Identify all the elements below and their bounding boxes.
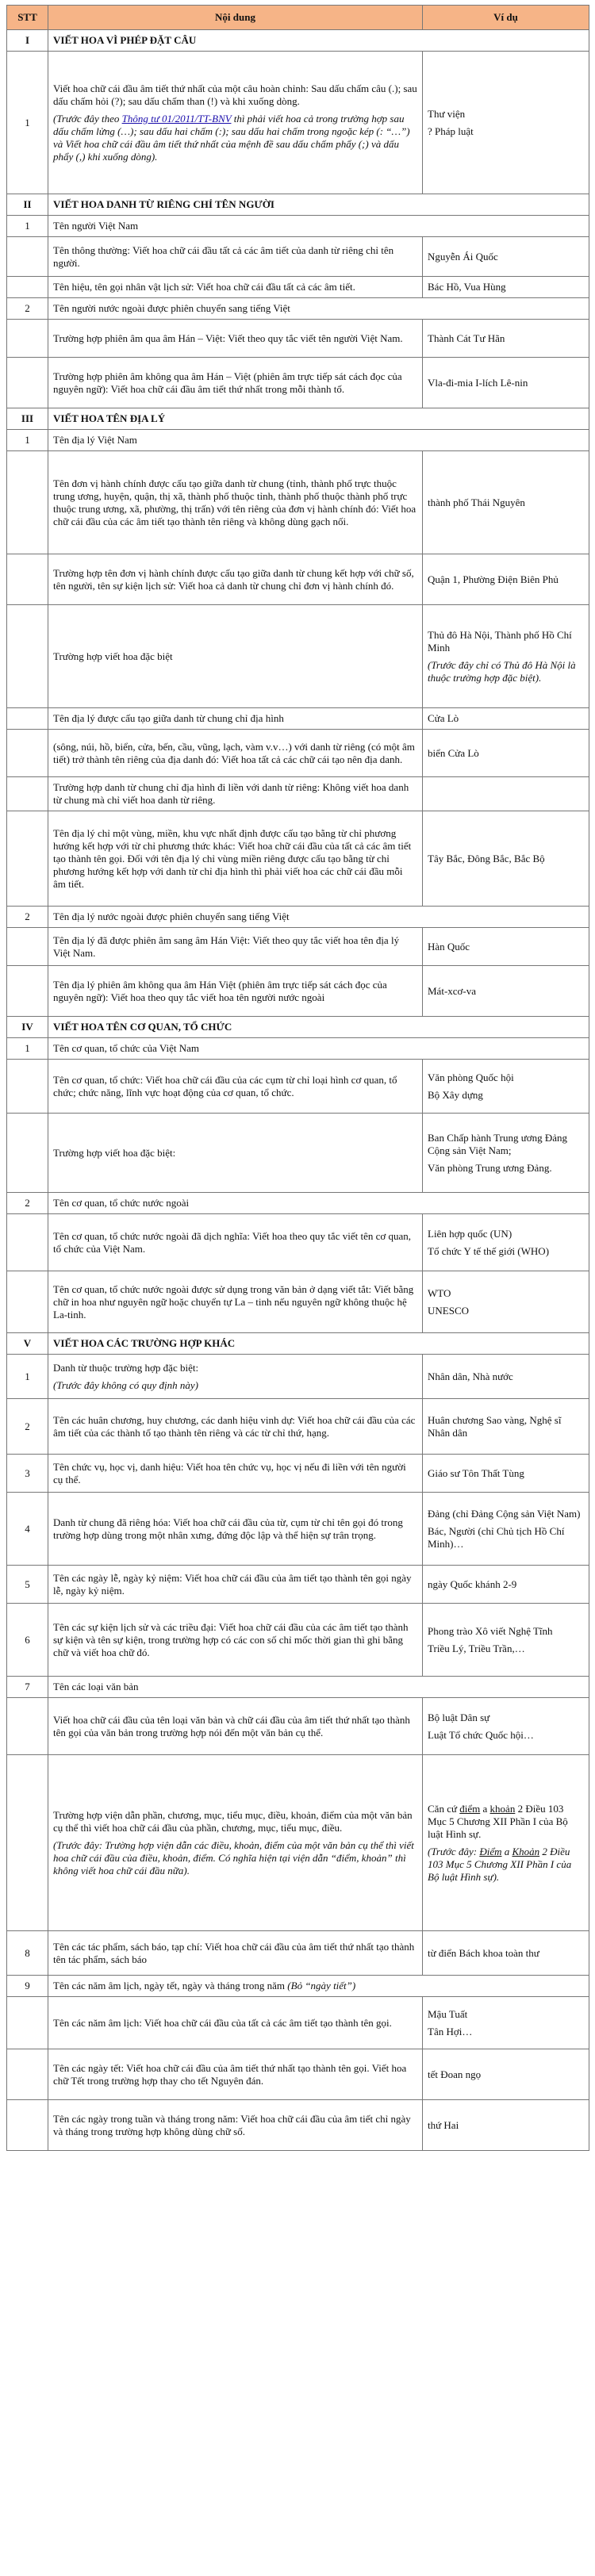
rule-text: Danh từ chung đã riêng hóa: Viết hoa chữ cái đầu của từ, cụm từ chỉ tên gọi đó trong trường hợp dùng trong một nhân xưng, đứng độc lập và thể hiện sự trân trọng. — [48, 1493, 423, 1566]
example-cell: Căn cứ điểm a khoản 2 Điều 103 Mục 5 Chương XII Phần I của Bộ luật Hình sự. (Trước đây: Điểm a Khoản 2 Điều 103 Mục 5 Chương XII Phần I của Bộ luật Hình sự). — [423, 1755, 589, 1931]
table-row: 6 Tên các sự kiện lịch sử và các triều đại: Viết hoa chữ cái đầu của các âm tiết tạo thành sự kiện và tên sự kiện, trong trường hợp có các con số chỉ mốc thời gian thì ghi bằng chữ và viết hoa chữ đó. Phong trào Xô viết Nghệ Tĩnh Triều Lý, Triều Trần,… — [7, 1604, 589, 1677]
example-cell: Thủ đô Hà Nội, Thành phố Hồ Chí Minh (Trước đây chỉ có Thủ đô Hà Nội là thuộc trường hợp đặc biệt). — [423, 605, 589, 708]
section-row — [7, 30, 589, 52]
rule-text: Tên địa lý chỉ một vùng, miền, khu vực nhất định được cấu tạo bằng từ chỉ phương hướng kết hợp với từ chỉ phương thức khác: Viết hoa chữ cái đầu của tất cả các âm tiết tạo thành tên gọi. Đối với tên địa lý chỉ vùng miền riêng được cấu tạo bằng từ chỉ phương hướng kết hợp với danh từ chỉ địa hình thì phải viết hoa các chữ cái đầu mỗi âm tiết. — [48, 811, 423, 907]
table-row: 1 Tên cơ quan, tổ chức của Việt Nam — [7, 1038, 589, 1060]
rule-text: Trường hợp phiên âm qua âm Hán – Việt: Viết theo quy tắc viết tên người Việt Nam. — [48, 320, 423, 358]
section-number: IV — [7, 1017, 48, 1038]
table-row — [7, 52, 589, 194]
table-row — [7, 730, 589, 777]
rule-text: Viết hoa chữ cái đầu của tên loại văn bản và chữ cái đầu của âm tiết thứ nhất tạo thành tên gọi của văn bản trong trường hợp nói đến một văn bản cụ thể. — [48, 1698, 423, 1755]
rule-text: Tên chức vụ, học vị, danh hiệu: Viết hoa tên chức vụ, học vị nếu đi liền với tên người cụ thể. — [48, 1455, 423, 1493]
section-row — [7, 194, 589, 216]
table-row — [7, 2100, 589, 2151]
table-row — [7, 811, 589, 907]
example-cell: tết Đoan ngọ — [423, 2049, 589, 2100]
example-cell: Phong trào Xô viết Nghệ Tĩnh Triều Lý, Triều Trần,… — [423, 1604, 589, 1677]
section-number: II — [7, 194, 48, 216]
example-cell: từ điển Bách khoa toàn thư — [423, 1931, 589, 1976]
example-cell — [423, 777, 589, 811]
example-cell: Bác Hồ, Vua Hùng — [423, 277, 589, 298]
table-row — [7, 777, 589, 811]
table-row: 2 Tên các huân chương, huy chương, các danh hiệu vinh dự: Viết hoa chữ cái đầu của các âm tiết của các thành tố tạo thành tên riêng và các từ chỉ thứ, hạng. Huân chương Sao vàng, Nghệ sĩ Nhân dân — [7, 1399, 589, 1455]
table-row: 2 Tên người nước ngoài được phiên chuyển sang tiếng Việt — [7, 298, 589, 320]
header-stt: STT — [7, 6, 48, 30]
rule-text: Trường hợp viện dẫn phần, chương, mục, tiểu mục, điều, khoản, điểm của một văn bản cụ thể thì viết hoa chữ cái đầu của phần, chương, mục, tiểu mục, điều. (Trước đây: Trường hợp viện dẫn các điều, khoản, điểm của một văn bản cụ thể thì viết hoa chữ cái đầu của điều, khoản, điểm. Có nghĩa hiện tại viện dẫn “điểm, khoản” thì không viết hoa chữ cái đầu nữa). — [48, 1755, 423, 1931]
table-row: 1 Danh từ thuộc trường hợp đặc biệt: (Trước đây không có quy định này) Nhân dân, Nhà nước — [7, 1355, 589, 1399]
table-row — [7, 320, 589, 358]
example-cell: Liên hợp quốc (UN) Tổ chức Y tế thế giới (WHO) — [423, 1214, 589, 1271]
example-cell: Huân chương Sao vàng, Nghệ sĩ Nhân dân — [423, 1399, 589, 1455]
table-row: 9 Tên các năm âm lịch, ngày tết, ngày và tháng trong năm (Bỏ “ngày tiết”) — [7, 1976, 589, 1997]
table-row — [7, 1997, 589, 2049]
rule-text: Tên địa lý đã được phiên âm sang âm Hán Việt: Viết theo quy tắc viết hoa tên địa lý Việt Nam. — [48, 928, 423, 966]
rule-text: Tên cơ quan, tổ chức: Viết hoa chữ cái đầu của các cụm từ chỉ loại hình cơ quan, tổ chức; chức năng, lĩnh vực hoạt động của cơ quan, tổ chức. — [48, 1060, 423, 1114]
table-row — [7, 554, 589, 605]
table-row: 2 Tên cơ quan, tổ chức nước ngoài — [7, 1193, 589, 1214]
table-row — [7, 1114, 589, 1193]
rule-note: (Trước đây theo Thông tư 01/2011/TT-BNV thì phải viết hoa cả trong trường hợp sau dấu chấm lửng (…); sau dấu hai chấm (:); sau dấu hai chấm trong ngoặc kép (: “…”) và Viết hoa chữ cái đầu âm tiết thứ nhất của mệnh đề sau dấu chấm phẩy (;) và dấu phẩy (,) khi xuống dòng). — [53, 112, 410, 163]
rule-text: Tên các huân chương, huy chương, các danh hiệu vinh dự: Viết hoa chữ cái đầu của các âm tiết của các thành tố tạo thành tên riêng và các từ chỉ thứ, hạng. — [48, 1399, 423, 1455]
table-row — [7, 966, 589, 1017]
table-row — [7, 708, 589, 730]
rule-text: Tên cơ quan, tổ chức nước ngoài đã dịch nghĩa: Viết hoa theo quy tắc viết tên cơ quan, tổ chức của Việt Nam. — [48, 1214, 423, 1271]
row-number: 1 — [7, 52, 48, 194]
table-row: 1 Tên địa lý Việt Nam — [7, 430, 589, 451]
example-cell: Quận 1, Phường Điện Biên Phủ — [423, 554, 589, 605]
example-cell: thứ Hai — [423, 2100, 589, 2151]
example-cell: thành phố Thái Nguyên — [423, 451, 589, 554]
table-row — [7, 358, 589, 408]
section-title: VIẾT HOA CÁC TRƯỜNG HỢP KHÁC — [48, 1333, 589, 1355]
table-row: 5 Tên các ngày lễ, ngày kỷ niệm: Viết hoa chữ cái đầu của âm tiết tạo thành tên gọi ngày lễ, ngày kỷ niệm. ngày Quốc khánh 2-9 — [7, 1566, 589, 1604]
rule-text: Tên các sự kiện lịch sử và các triều đại: Viết hoa chữ cái đầu của các âm tiết tạo thành sự kiện và tên sự kiện, trong trường hợp có các con số chỉ mốc thời gian thì ghi bằng chữ và viết hoa chữ đó. — [48, 1604, 423, 1677]
rule-text: Tên địa lý phiên âm không qua âm Hán Việt (phiên âm trực tiếp sát cách đọc của nguyên ngữ): Viết hoa theo quy tắc viết hoa tên người nước ngoài — [48, 966, 423, 1017]
table-row — [7, 277, 589, 298]
table-row — [7, 237, 589, 277]
section-number: V — [7, 1333, 48, 1355]
section-title: VIẾT HOA TÊN CƠ QUAN, TỔ CHỨC — [48, 1017, 589, 1038]
table-row: 4 Danh từ chung đã riêng hóa: Viết hoa chữ cái đầu của từ, cụm từ chỉ tên gọi đó trong trường hợp dùng trong một nhân xưng, đứng độc lập và thể hiện sự trân trọng. Đảng (chỉ Đảng Cộng sản Việt Nam) Bác, Người (chỉ Chủ tịch Hồ Chí Minh)… — [7, 1493, 589, 1566]
example-cell: Cửa Lò — [423, 708, 589, 730]
example-cell: Bộ luật Dân sự Luật Tổ chức Quốc hội… — [423, 1698, 589, 1755]
table-header-row — [7, 6, 589, 30]
example-cell: Giáo sư Tôn Thất Tùng — [423, 1455, 589, 1493]
example-cell: Đảng (chỉ Đảng Cộng sản Việt Nam) Bác, Người (chỉ Chủ tịch Hồ Chí Minh)… — [423, 1493, 589, 1566]
example-cell: Nhân dân, Nhà nước — [423, 1355, 589, 1399]
section-title: VIẾT HOA DANH TỪ RIÊNG CHỈ TÊN NGƯỜI — [48, 194, 589, 216]
section-number: III — [7, 408, 48, 430]
rule-text: Tên cơ quan, tổ chức nước ngoài được sử dụng trong văn bản ở dạng viết tắt: Viết bằng chữ in hoa như nguyên ngữ hoặc chuyển tự La – tinh nếu nguyên ngữ không thuộc hệ La-tinh. — [48, 1271, 423, 1333]
example-cell: Văn phòng Quốc hội Bộ Xây dựng — [423, 1060, 589, 1114]
example-cell: Mát-xcơ-va — [423, 966, 589, 1017]
rule-text: Tên các tác phẩm, sách báo, tạp chí: Viết hoa chữ cái đầu của âm tiết thứ nhất tạo thành tên tác phẩm, sách báo — [48, 1931, 423, 1976]
table-row — [7, 1271, 589, 1333]
example-cell: Tây Bắc, Đông Bắc, Bắc Bộ — [423, 811, 589, 907]
rule-text: Danh từ thuộc trường hợp đặc biệt: (Trước đây không có quy định này) — [48, 1355, 423, 1399]
capitalization-rules-table — [6, 5, 589, 2151]
example-cell: Hàn Quốc — [423, 928, 589, 966]
rule-text: Tên thông thường: Viết hoa chữ cái đầu tất cả các âm tiết của danh từ riêng chỉ tên người. — [48, 237, 423, 277]
table-row: 2 Tên địa lý nước ngoài được phiên chuyển sang tiếng Việt — [7, 907, 589, 928]
section-title: VIẾT HOA TÊN ĐỊA LÝ — [48, 408, 589, 430]
rule-text: Tên các ngày trong tuần và tháng trong năm: Viết hoa chữ cái đầu của âm tiết chỉ ngày và tháng trong trường hợp không dùng chữ số. — [48, 2100, 423, 2151]
example-cell: Nguyễn Ái Quốc — [423, 237, 589, 277]
rule-text: Tên các năm âm lịch: Viết hoa chữ cái đầu của tất cả các âm tiết tạo thành tên gọi. — [48, 1997, 423, 2049]
section-row — [7, 1333, 589, 1355]
example-cell: WTO UNESCO — [423, 1271, 589, 1333]
section-title: VIẾT HOA VÌ PHÉP ĐẶT CÂU — [48, 30, 589, 52]
rule-text: (sông, núi, hồ, biển, cửa, bến, cầu, vũng, lạch, vàm v.v…) với danh từ riêng (có một âm tiết) trở thành tên riêng của địa danh đó: Viết hoa tất cả các chữ cái tạo nên địa danh. — [48, 730, 423, 777]
example-cell: Ban Chấp hành Trung ương Đảng Cộng sản Việt Nam; Văn phòng Trung ương Đảng. — [423, 1114, 589, 1193]
example-cell: Thành Cát Tư Hãn — [423, 320, 589, 358]
rule-text: Tên hiệu, tên gọi nhân vật lịch sử: Viết hoa chữ cái đầu tất cả các âm tiết. — [48, 277, 423, 298]
rule-text: Trường hợp viết hoa đặc biệt — [48, 605, 423, 708]
circular-link[interactable]: Thông tư 01/2011/TT-BNV — [121, 112, 232, 125]
rule-text: Tên các ngày tết: Viết hoa chữ cái đầu của âm tiết thứ nhất tạo thành tên gọi. Viết hoa chữ Tết trong trường hợp thay cho tết Nguyên đán. — [48, 2049, 423, 2100]
example-cell: Thư viện ? Pháp luật — [423, 52, 589, 194]
table-row — [7, 1214, 589, 1271]
header-content: Nội dung — [48, 6, 423, 30]
rule-text: Trường hợp phiên âm không qua âm Hán – Việt (phiên âm trực tiếp sát cách đọc của nguyên ngữ): Viết hoa chữ cái đầu âm tiết thứ nhất trong mỗi thành tố. — [48, 358, 423, 408]
table-row: 1 Tên người Việt Nam — [7, 216, 589, 237]
table-row — [7, 928, 589, 966]
rule-text: Viết hoa chữ cái đầu âm tiết thứ nhất của một câu hoàn chỉnh: Sau dấu chấm câu (.); sau dấu chấm hỏi (?); sau dấu chấm than (!) và khi xuống dòng. (Trước đây theo Thông tư 01/2011/TT-BNV thì phải viết hoa cả trong trường hợp sau dấu chấm lửng (…); sau dấu hai chấm (:); sau dấu hai chấm trong ngoặc kép (: “…”) và Viết hoa chữ cái đầu âm tiết thứ nhất của mệnh đề sau dấu chấm phẩy (;) và dấu phẩy (,) khi xuống dòng). — [48, 52, 423, 194]
table-row — [7, 2049, 589, 2100]
table-row — [7, 605, 589, 708]
table-row: 3 Tên chức vụ, học vị, danh hiệu: Viết hoa tên chức vụ, học vị nếu đi liền với tên người cụ thể. Giáo sư Tôn Thất Tùng — [7, 1455, 589, 1493]
example-cell: ngày Quốc khánh 2-9 — [423, 1566, 589, 1604]
section-row — [7, 1017, 589, 1038]
table-row: 7 Tên các loại văn bản — [7, 1677, 589, 1698]
table-row — [7, 1060, 589, 1114]
table-row: 8 Tên các tác phẩm, sách báo, tạp chí: Viết hoa chữ cái đầu của âm tiết thứ nhất tạo thành tên tác phẩm, sách báo từ điển Bách khoa toàn thư — [7, 1931, 589, 1976]
example-cell: Vla-đi-mia I-lích Lê-nin — [423, 358, 589, 408]
table-row — [7, 1755, 589, 1931]
section-row — [7, 408, 589, 430]
example-cell: Mậu Tuất Tân Hợi… — [423, 1997, 589, 2049]
section-number: I — [7, 30, 48, 52]
example-cell: biển Cửa Lò — [423, 730, 589, 777]
rule-text: Trường hợp tên đơn vị hành chính được cấu tạo giữa danh từ chung kết hợp với chữ số, tên người, tên sự kiện lịch sử: Viết hoa cả danh từ chung chỉ đơn vị hành chính đó. — [48, 554, 423, 605]
rule-text: Tên địa lý được cấu tạo giữa danh từ chung chỉ địa hình — [48, 708, 423, 730]
rule-text: Tên các ngày lễ, ngày kỷ niệm: Viết hoa chữ cái đầu của âm tiết tạo thành tên gọi ngày lễ, ngày kỷ niệm. — [48, 1566, 423, 1604]
table-row — [7, 451, 589, 554]
table-row — [7, 1698, 589, 1755]
rule-text: Tên đơn vị hành chính được cấu tạo giữa danh từ chung (tỉnh, thành phố trực thuộc trung ương, huyện, quận, thị xã, thành phố thuộc tỉnh, thành phố thuộc thành phố trực thuộc trung ương, xã, phường, thị trấn) với tên riêng của đơn vị hành chính đó: Viết hoa chữ cái đầu của các âm tiết tạo thành tên riêng và không dùng gạch nối. — [48, 451, 423, 554]
rule-text: Trường hợp viết hoa đặc biệt: — [48, 1114, 423, 1193]
rule-text: Trường hợp danh từ chung chỉ địa hình đi liền với danh từ riêng: Không viết hoa danh từ chung mà chỉ viết hoa danh từ riêng. — [48, 777, 423, 811]
header-example: Ví dụ — [423, 6, 589, 30]
